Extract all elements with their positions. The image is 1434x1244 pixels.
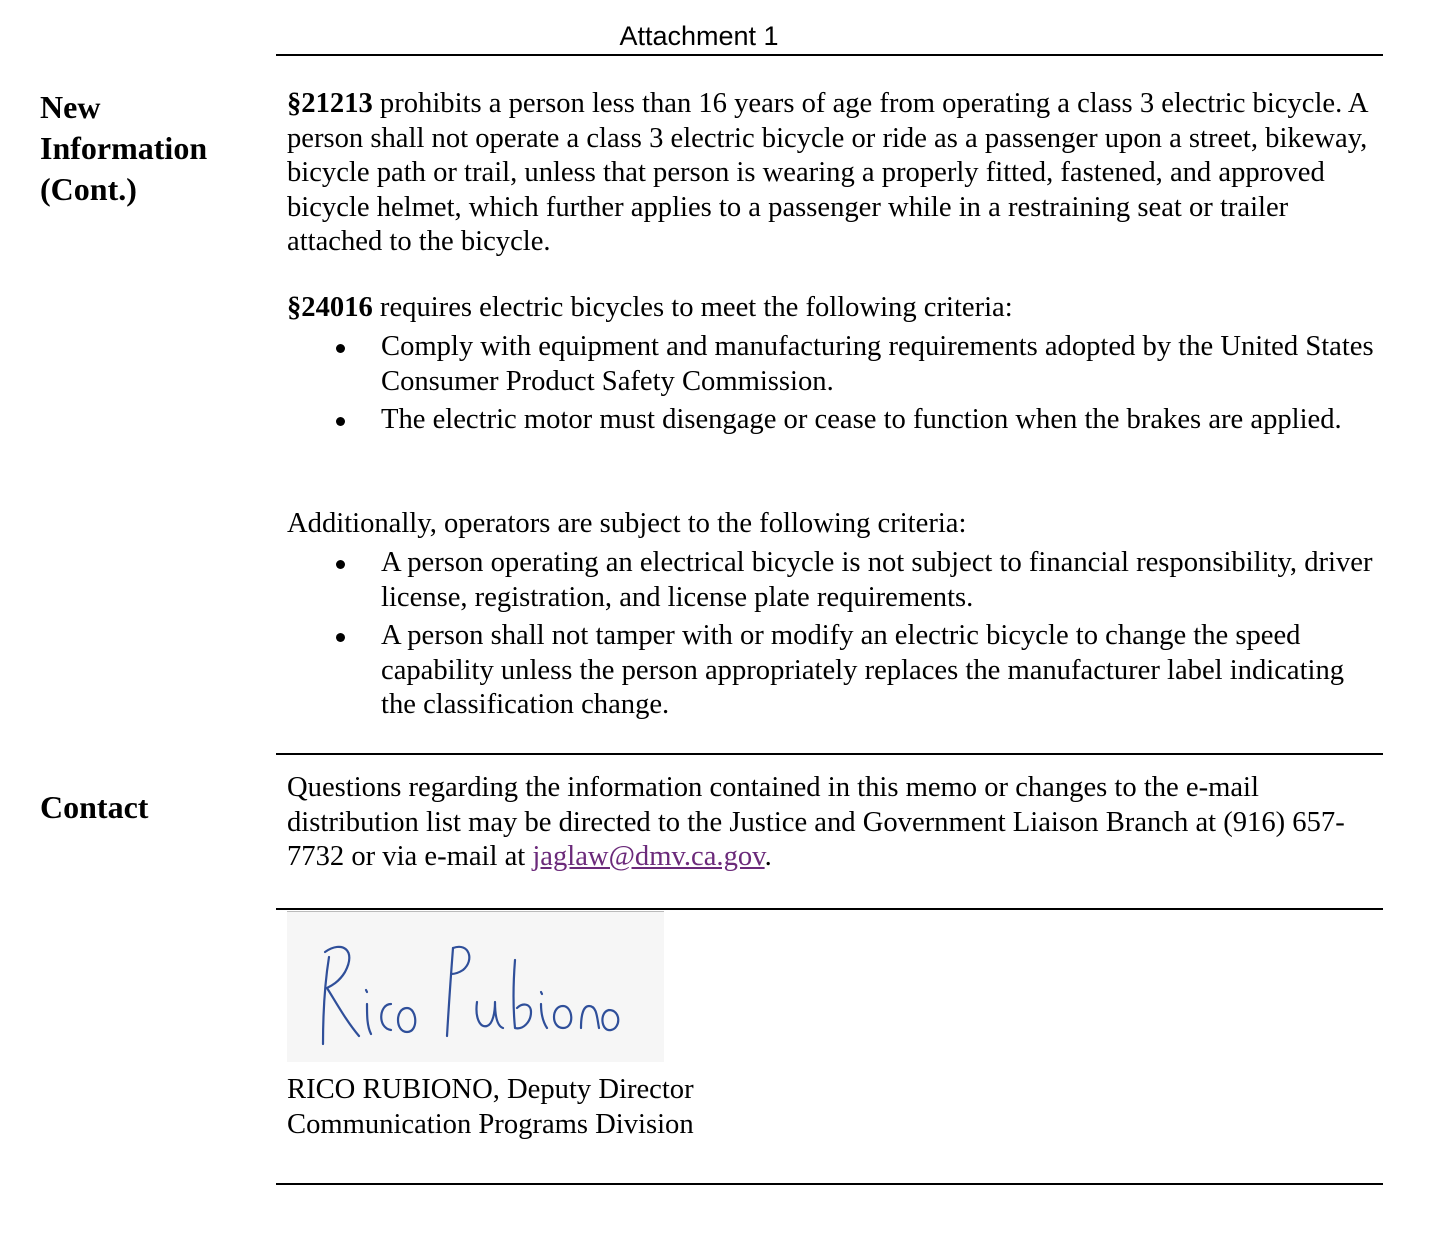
list-item [287, 403, 1379, 438]
new-information-heading-line-2: Information [40, 130, 208, 166]
section-24016-text: requires electric bicycles to meet the following criteria: [372, 292, 1013, 323]
bullet-text: Comply with equipment and manufacturing requirements adopted by the United States Consumer Product Safety Commission. [381, 331, 1374, 397]
section-divider-rule [276, 753, 1383, 755]
new-information-heading [40, 87, 270, 210]
list-item [287, 619, 1379, 723]
section-21213-paragraph [287, 87, 1379, 260]
contact-paragraph [287, 771, 1379, 875]
bullet-icon [336, 344, 345, 353]
new-information-heading-line-3: (Cont.) [40, 171, 137, 207]
bullet-text: The electric motor must disengage or cease to function when the brakes are applied. [381, 404, 1342, 436]
list-item [287, 330, 1379, 399]
contact-divider-rule [276, 908, 1383, 910]
additional-criteria-paragraph: Additionally, operators are subject to the following criteria: [287, 508, 967, 539]
footer-rule [276, 1183, 1383, 1185]
signature-block [287, 1073, 694, 1142]
signatory-division: Communication Programs Division [287, 1108, 694, 1140]
signatory-name-title: RICO RUBIONO, Deputy Director [287, 1074, 694, 1105]
header-rule [276, 54, 1383, 56]
bullet-text: A person operating an electrical bicycle is not subject to financial responsibility, driver license, registration, and license plate requirements. [381, 547, 1373, 613]
section-24016-code: §24016 [287, 292, 373, 323]
bullet-icon [336, 560, 345, 569]
signature-image [287, 911, 664, 1062]
email-link[interactable]: jaglaw@dmv.ca.gov [532, 841, 765, 873]
additional-criteria-bullet-list [287, 546, 1379, 727]
new-information-heading-line-1: New [40, 89, 101, 125]
bullet-text: A person shall not tamper with or modify an electric bicycle to change the speed capability unless the person appropriately replaces the manufacturer label indicating the classification change. [381, 620, 1345, 721]
signature-handwriting [287, 912, 664, 1062]
attachment-title: Attachment 1 [619, 21, 779, 51]
contact-text-end: . [764, 841, 772, 873]
bullet-icon [336, 633, 345, 642]
contact-heading: Contact [40, 789, 149, 825]
list-item [287, 546, 1379, 615]
contact-text: Questions regarding the information contained in this memo or changes to the e-mail distribution list may be directed to the Justice and Government Liaison Branch at (916) 657-7732 or via e-mail at [287, 772, 1345, 873]
section-24016-paragraph [287, 291, 1379, 326]
section-24016-bullet-list [287, 330, 1379, 442]
section-21213-text: prohibits a person less than 16 years of age from operating a class 3 electric bicycle. A person shall not operate a class 3 electric bicycle or ride as a passenger upon a street, bikeway, bicycle path or trail, unless that person is wearing a properly fitted, fastened, and approved bicycle helmet, which further applies to a passenger while in a restraining seat or trailer attached to the bicycle. [287, 88, 1368, 258]
section-21213-code: §21213 [287, 88, 373, 119]
bullet-icon [336, 417, 345, 426]
